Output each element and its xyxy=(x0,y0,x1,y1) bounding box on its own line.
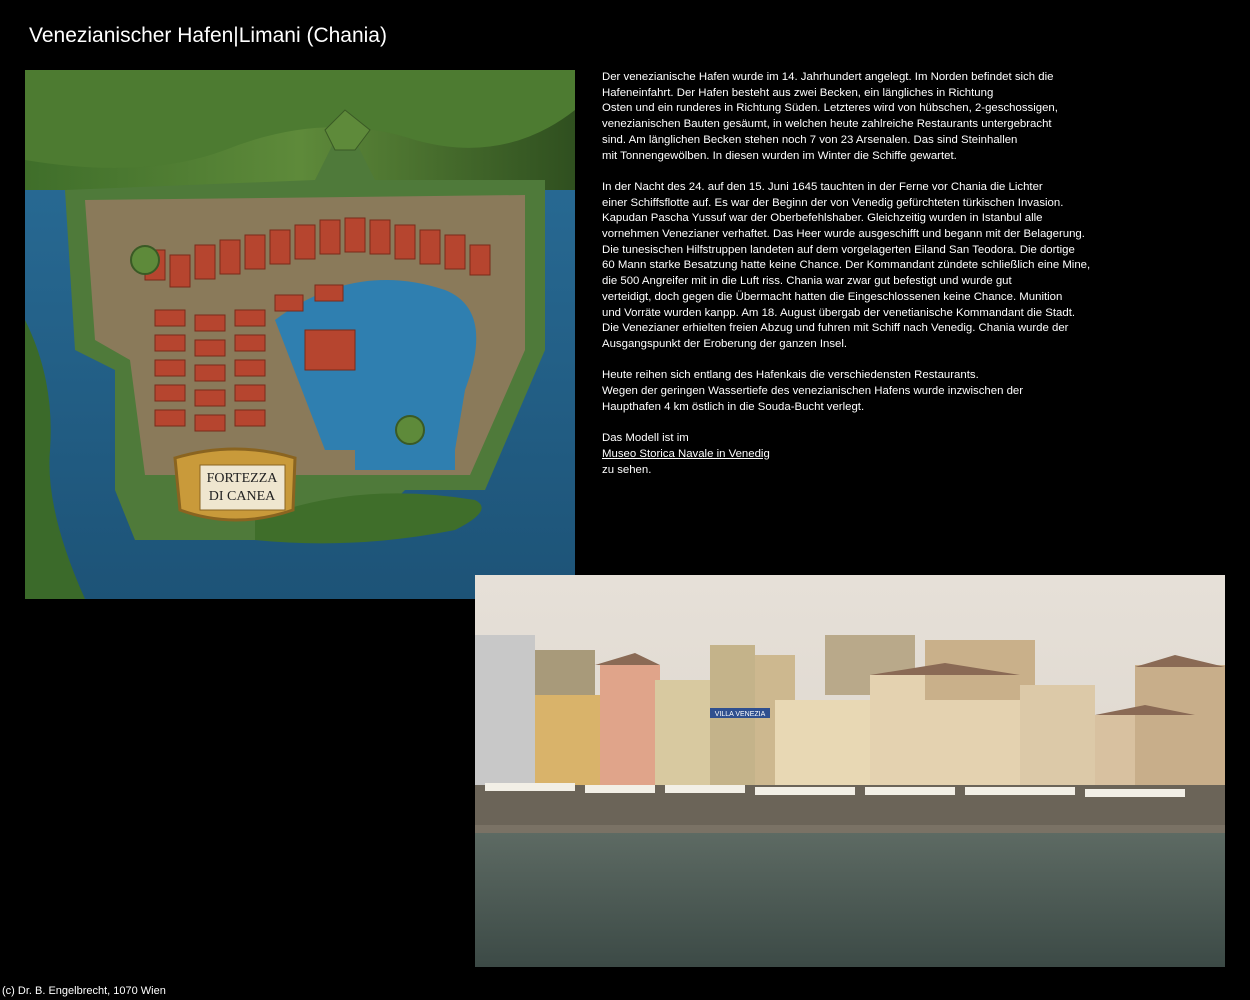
text-line: Die Venezianer erhielten freien Abzug und fuhren mit Schiff nach Venedig. Chania wurde der xyxy=(602,322,1069,335)
text-line: die 500 Angreifer mit in die Luft riss. Chania war zwar gut befestigt und wurde gut xyxy=(602,275,1012,288)
harbour-photo xyxy=(475,575,1225,967)
model-photo xyxy=(25,70,575,599)
fortezza-plaque xyxy=(175,449,295,520)
text-line: 60 Mann starke Besatzung hatte keine Chance. Der Kommandant zündete schließlich eine Mine, xyxy=(602,259,1091,272)
text-line: In der Nacht des 24. auf den 15. Juni 1645 tauchten in der Ferne vor Chania die Lichter xyxy=(602,180,1043,193)
text-line: Der venezianische Hafen wurde im 14. Jahrhundert angelegt. Im Norden befindet sich die xyxy=(602,71,1054,83)
plaque-line-2: DI CANEA xyxy=(208,489,276,504)
villa-venezia-sign: VILLA VENEZIA xyxy=(714,711,766,718)
text-line: einer Schiffsflotte auf. Es war der Beginn der von Venedig gefürchteten türkischen Invasion. xyxy=(602,196,1064,209)
copyright-footer: (c) Dr. B. Engelbrecht, 1070 Wien xyxy=(2,985,166,997)
text-line: Haupthafen 4 km östlich in die Souda-Bucht verlegt. xyxy=(602,400,865,413)
text-line: Heute reihen sich entlang des Hafenkais die verschiedensten Restaurants. xyxy=(602,369,979,382)
text-line: venezianischen Bauten gesäumt, in welchen heute zahlreiche Restaurants untergebracht xyxy=(602,118,1052,131)
museum-link[interactable]: Museo Storica Navale in Venedig xyxy=(602,447,770,460)
plaque-line-1: FORTEZZA xyxy=(206,471,278,486)
text-line: sind. Am länglichen Becken stehen noch 7 von 23 Arsenalen. Das sind Steinhallen xyxy=(602,133,1018,146)
text-line: Ausgangspunkt der Eroberung der ganzen Insel. xyxy=(602,337,848,350)
page-title: Venezianischer Hafen|Limani (Chania) xyxy=(29,24,387,47)
text-line: Osten und ein runderes in Richtung Süden. Letzteres wird von hübschen, 2-geschossigen, xyxy=(602,102,1058,115)
text-line: Wegen der geringen Wassertiefe des venezianischen Hafens wurde inzwischen der xyxy=(602,385,1024,398)
text-line: mit Tonnengewölben. In diesen wurden im Winter die Schiffe gewartet. xyxy=(602,149,957,162)
paragraph-invasion xyxy=(602,180,1132,353)
paragraph-model xyxy=(602,431,1132,478)
paragraph-today xyxy=(602,368,1132,415)
model-intro: Das Modell ist im xyxy=(602,432,689,445)
text-line: Hafeneinfahrt. Der Hafen besteht aus zwei Becken, ein längliches in Richtung xyxy=(602,86,994,99)
paragraph-history xyxy=(602,70,1132,164)
text-line: Kapudan Pascha Yussuf war der Oberbefehlshaber. Gleichzeitig wurden in Istanbul alle xyxy=(602,212,1043,225)
text-line: vornehmen Venezianer verhaftet. Das Heer wurde ausgeschifft und begann mit der Belagerung. xyxy=(602,228,1085,241)
text-line: und Vorräte wurden kanpp. Am 18. August übergab der venetianische Kommandant die Stadt. xyxy=(602,306,1076,319)
description xyxy=(602,70,1132,494)
model-outro: zu sehen. xyxy=(602,463,652,476)
text-line: Die tunesischen Hilfstruppen landeten auf dem vorgelagerten Eiland San Teodora. Die dortige xyxy=(602,243,1075,256)
text-line: verteidigt, doch gegen die Übermacht hatten die Eingeschlossenen keine Chance. Munition xyxy=(602,290,1063,303)
